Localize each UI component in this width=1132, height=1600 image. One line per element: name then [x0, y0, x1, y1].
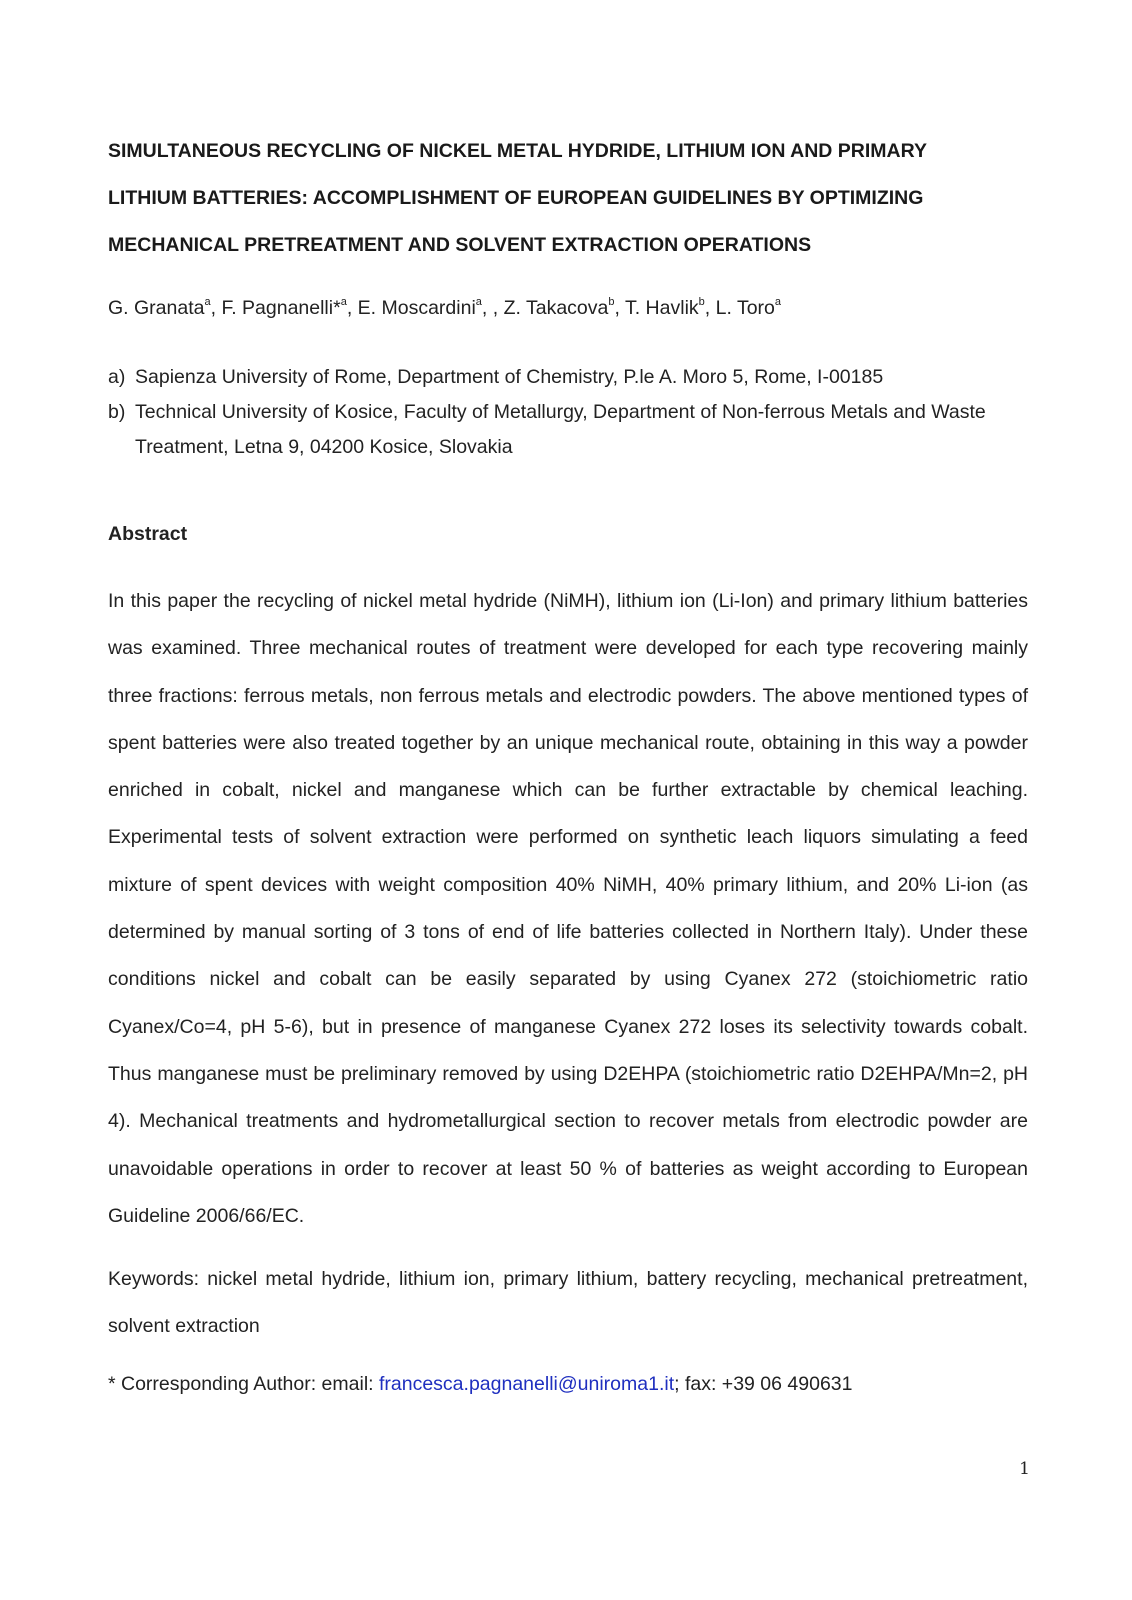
abstract-body: In this paper the recycling of nickel metal hydride (NiMH), lithium ion (Li-Ion) and primary lithium batteries was examined. Three mechanical routes of treatment were developed for each type recovering mainly three fractions: ferrous metals, non ferrous metals and electrodic powders. The above mentioned types of spent batteries were also treated together by an unique mechanical route, obtaining in this way a powder enriched in cobalt, nickel and manganese which can be further extractable by chemical leaching. Experimental tests of solvent extraction were performed on synthetic leach liquors simulating a feed mixture of spent devices with weight composition 40% NiMH, 40% primary lithium, and 20% Li-ion (as determined by manual sorting of 3 tons of end of life batteries collected in Northern Italy). Under these conditions nickel and cobalt can be easily separated by using Cyanex 272 (stoichiometric ratio Cyanex/Co=4, pH 5-6), but in presence of manganese Cyanex 272 loses its selectivity towards cobalt. Thus manganese must be preliminary removed by using D2EHPA (stoichiometric ratio D2EHPA/Mn=2, pH 4). Mechanical treatments and hydrometallurgical section to recover metals from electrodic powder are unavoidable operations in order to recover at least 50 % of batteries as weight according to European Guideline 2006/66/EC.: [108, 590, 1028, 1227]
title-line: SIMULTANEOUS RECYCLING OF NICKEL METAL HYDRIDE, LITHIUM ION AND PRIMARY: [108, 140, 927, 162]
author-list: [108, 294, 1028, 322]
affiliation-text: Technical University of Kosice, Faculty of Metallurgy, Department of Non-ferrous Metals and Waste Treatment, Letna 9, 04200 Kosice, Slovakia: [135, 401, 986, 458]
affiliation-item: [108, 395, 1028, 465]
author-name: T. Havlik: [624, 297, 699, 319]
author-name: L. Toro: [715, 297, 775, 319]
affiliation-text: Sapienza University of Rome, Department of Chemistry, P.le A. Moro 5, Rome, I-00185: [135, 366, 884, 388]
page-number: 1: [1019, 1459, 1030, 1479]
author-affiliation-mark: b: [698, 296, 705, 308]
author-affiliation-mark: a: [774, 296, 782, 308]
author-name: E. Moscardini: [357, 297, 476, 319]
affiliation-item: [108, 360, 1028, 395]
author-separator: ,: [614, 297, 625, 319]
affiliation-mark: a): [108, 366, 126, 388]
author-separator: ,: [346, 297, 358, 319]
author-name: G. Granata: [108, 297, 205, 319]
author-name: Z. Takacova: [503, 297, 609, 319]
abstract-heading: Abstract: [108, 523, 188, 545]
corresponding-prefix: * Corresponding Author: email:: [108, 1373, 379, 1395]
author-affiliation-mark: b: [608, 296, 615, 308]
author-affiliation-mark: a: [475, 296, 482, 308]
author-affiliation-mark: a: [204, 296, 211, 308]
affiliation-list: [108, 360, 1028, 465]
paper-title: [108, 128, 1028, 269]
author-affiliation-mark: a: [340, 296, 347, 308]
title-line: LITHIUM BATTERIES: ACCOMPLISHMENT OF EUROPEAN GUIDELINES BY OPTIMIZING: [108, 187, 924, 209]
title-line: MECHANICAL PRETREATMENT AND SOLVENT EXTRACTION OPERATIONS: [108, 234, 812, 256]
corresponding-suffix: ; fax: +39 06 490631: [674, 1373, 853, 1395]
author-separator: , ,: [481, 297, 504, 319]
corresponding-author: [108, 1370, 1028, 1398]
affiliation-mark: b): [108, 401, 126, 423]
author-separator: ,: [704, 297, 716, 319]
author-separator: ,: [210, 297, 222, 319]
keywords: Keywords: nickel metal hydride, lithium ion, primary lithium, battery recycling, mechanical pretreatment, solvent extraction: [108, 1268, 1028, 1337]
email-link[interactable]: francesca.pagnanelli@uniroma1.it: [378, 1373, 675, 1395]
author-name: F. Pagnanelli*: [221, 297, 341, 319]
